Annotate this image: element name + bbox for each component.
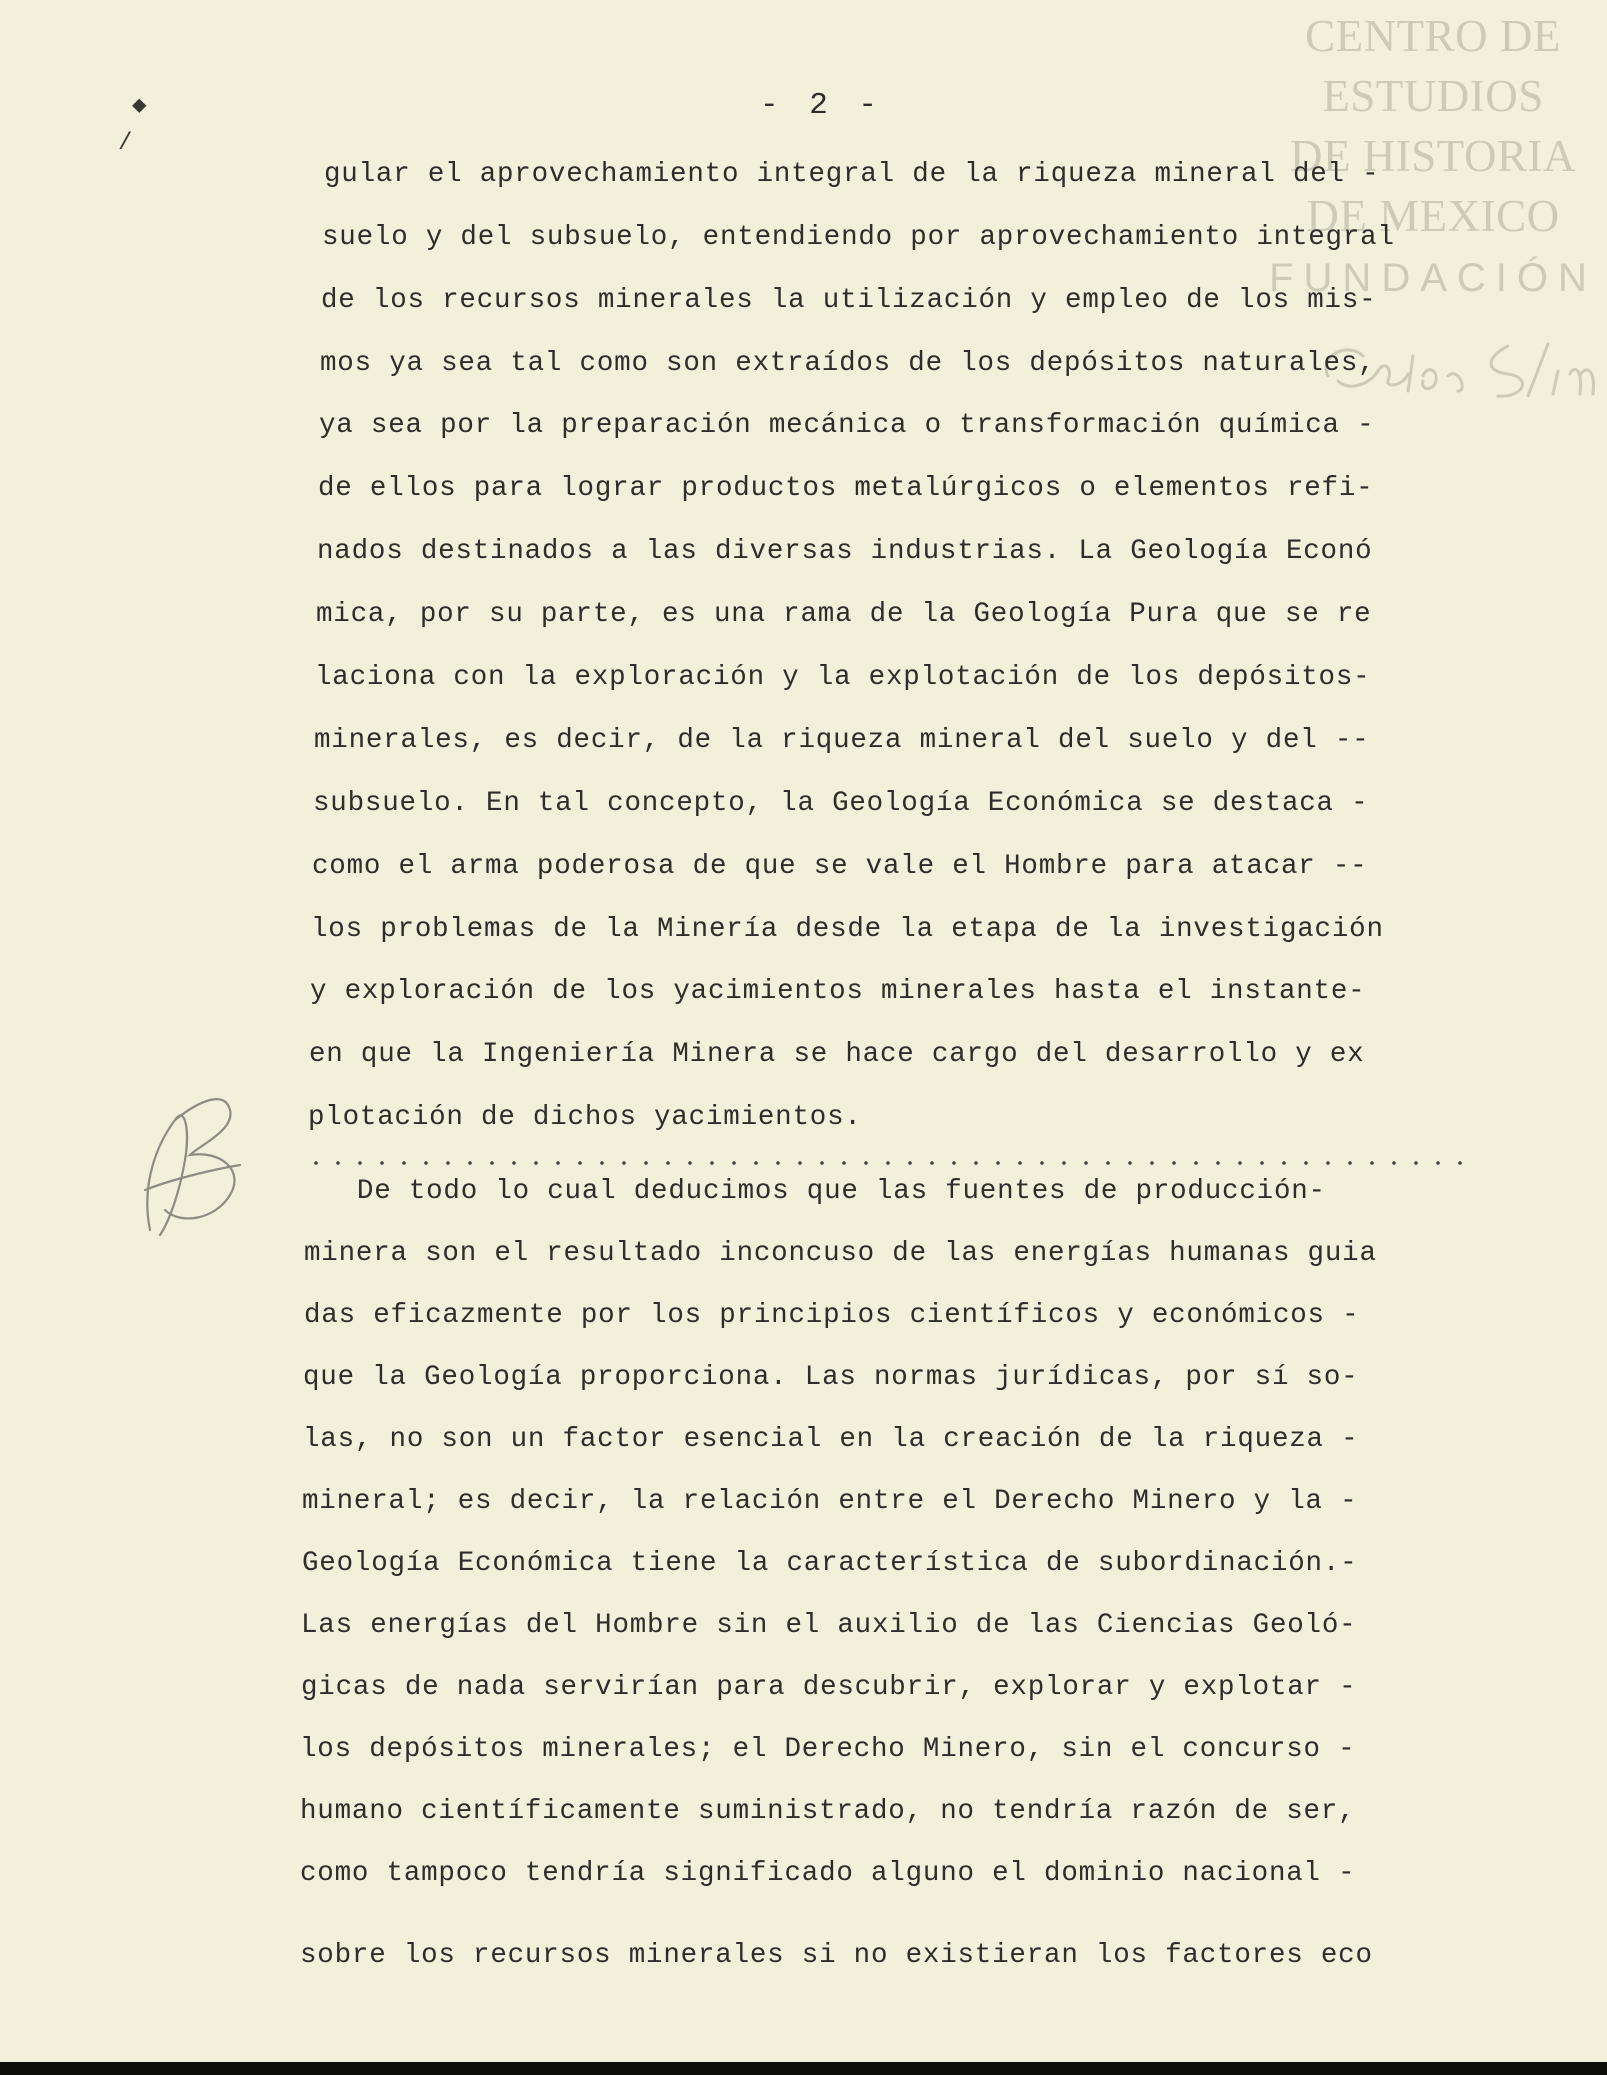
- text-line-8: mica, por su parte, es una rama de la Geología Pura que se re: [316, 599, 1372, 630]
- text-line-19: das eficazmente por los principios científicos y económicos -: [304, 1300, 1360, 1331]
- text-line-2: suelo y del subsuelo, entendiendo por aprovechamiento integral: [322, 222, 1395, 253]
- text-line-12: como el arma poderosa de que se vale el Hombre para atacar --: [312, 851, 1368, 882]
- text-line-4: mos ya sea tal como son extraídos de los depósitos naturales,: [320, 348, 1376, 379]
- text-line-25: gicas de nada servirían para descubrir, explorar y explotar -: [301, 1672, 1357, 1703]
- margin-mark-tick: /: [118, 130, 133, 157]
- text-line-29: sobre los recursos minerales si no existieran los factores eco: [300, 1940, 1373, 1971]
- text-line-26: los depósitos minerales; el Derecho Minero, sin el concurso -: [300, 1734, 1356, 1765]
- text-line-16: plotación de dichos yacimientos.: [308, 1102, 862, 1133]
- watermark-fundacion: FUNDACIÓN: [1269, 256, 1597, 300]
- watermark-line-1: CENTRO DE: [1305, 11, 1561, 61]
- text-line-17: De todo lo cual deducimos que las fuentes de producción-: [305, 1176, 1326, 1207]
- text-line-23: Geología Económica tiene la característica de subordinación.-: [302, 1548, 1358, 1579]
- text-line-15: en que la Ingeniería Minera se hace cargo del desarrollo y ex: [309, 1039, 1365, 1070]
- text-line-5: ya sea por la preparación mecánica o transformación química -: [319, 410, 1375, 441]
- watermark-line-3: DE HISTORIA: [1290, 131, 1576, 181]
- text-line-27: humano científicamente suministrado, no tendría razón de ser,: [300, 1796, 1356, 1827]
- text-line-11: subsuelo. En tal concepto, la Geología Económica se destaca -: [313, 788, 1369, 819]
- dotted-separator: [305, 1160, 1465, 1166]
- text-line-6: de ellos para lograr productos metalúrgicos o elementos refi-: [318, 473, 1374, 504]
- text-line-24: Las energías del Hombre sin el auxilio de las Ciencias Geoló-: [301, 1610, 1357, 1641]
- watermark-line-4: DE MEXICO: [1306, 191, 1560, 241]
- text-line-21: las, no son un factor esencial en la creación de la riqueza -: [303, 1424, 1359, 1455]
- watermark-line-2: ESTUDIOS: [1322, 71, 1544, 121]
- text-line-28: como tampoco tendría significado alguno el dominio nacional -: [300, 1858, 1356, 1889]
- text-line-13: los problemas de la Minería desde la etapa de la investigación: [311, 914, 1384, 945]
- text-line-20: que la Geología proporciona. Las normas jurídicas, por sí so-: [303, 1362, 1359, 1393]
- text-line-1: gular el aprovechamiento integral de la riqueza mineral del -: [324, 159, 1380, 190]
- text-line-9: laciona con la exploración y la explotación de los depósitos-: [315, 662, 1371, 693]
- text-line-18: minera son el resultado inconcuso de las energías humanas guia: [304, 1238, 1377, 1269]
- text-line-3: de los recursos minerales la utilización y empleo de los mis-: [321, 285, 1377, 316]
- handwritten-initials: [130, 1060, 260, 1250]
- text-line-14: y exploración de los yacimientos minerales hasta el instante-: [310, 976, 1366, 1007]
- margin-mark-top: ◆: [132, 93, 147, 120]
- text-line-10: minerales, es decir, de la riqueza mineral del suelo y del --: [314, 725, 1370, 756]
- page-number: - 2 -: [760, 88, 884, 123]
- text-line-7: nados destinados a las diversas industrias. La Geología Econó: [317, 536, 1373, 567]
- text-line-22: mineral; es decir, la relación entre el Derecho Minero y la -: [302, 1486, 1358, 1517]
